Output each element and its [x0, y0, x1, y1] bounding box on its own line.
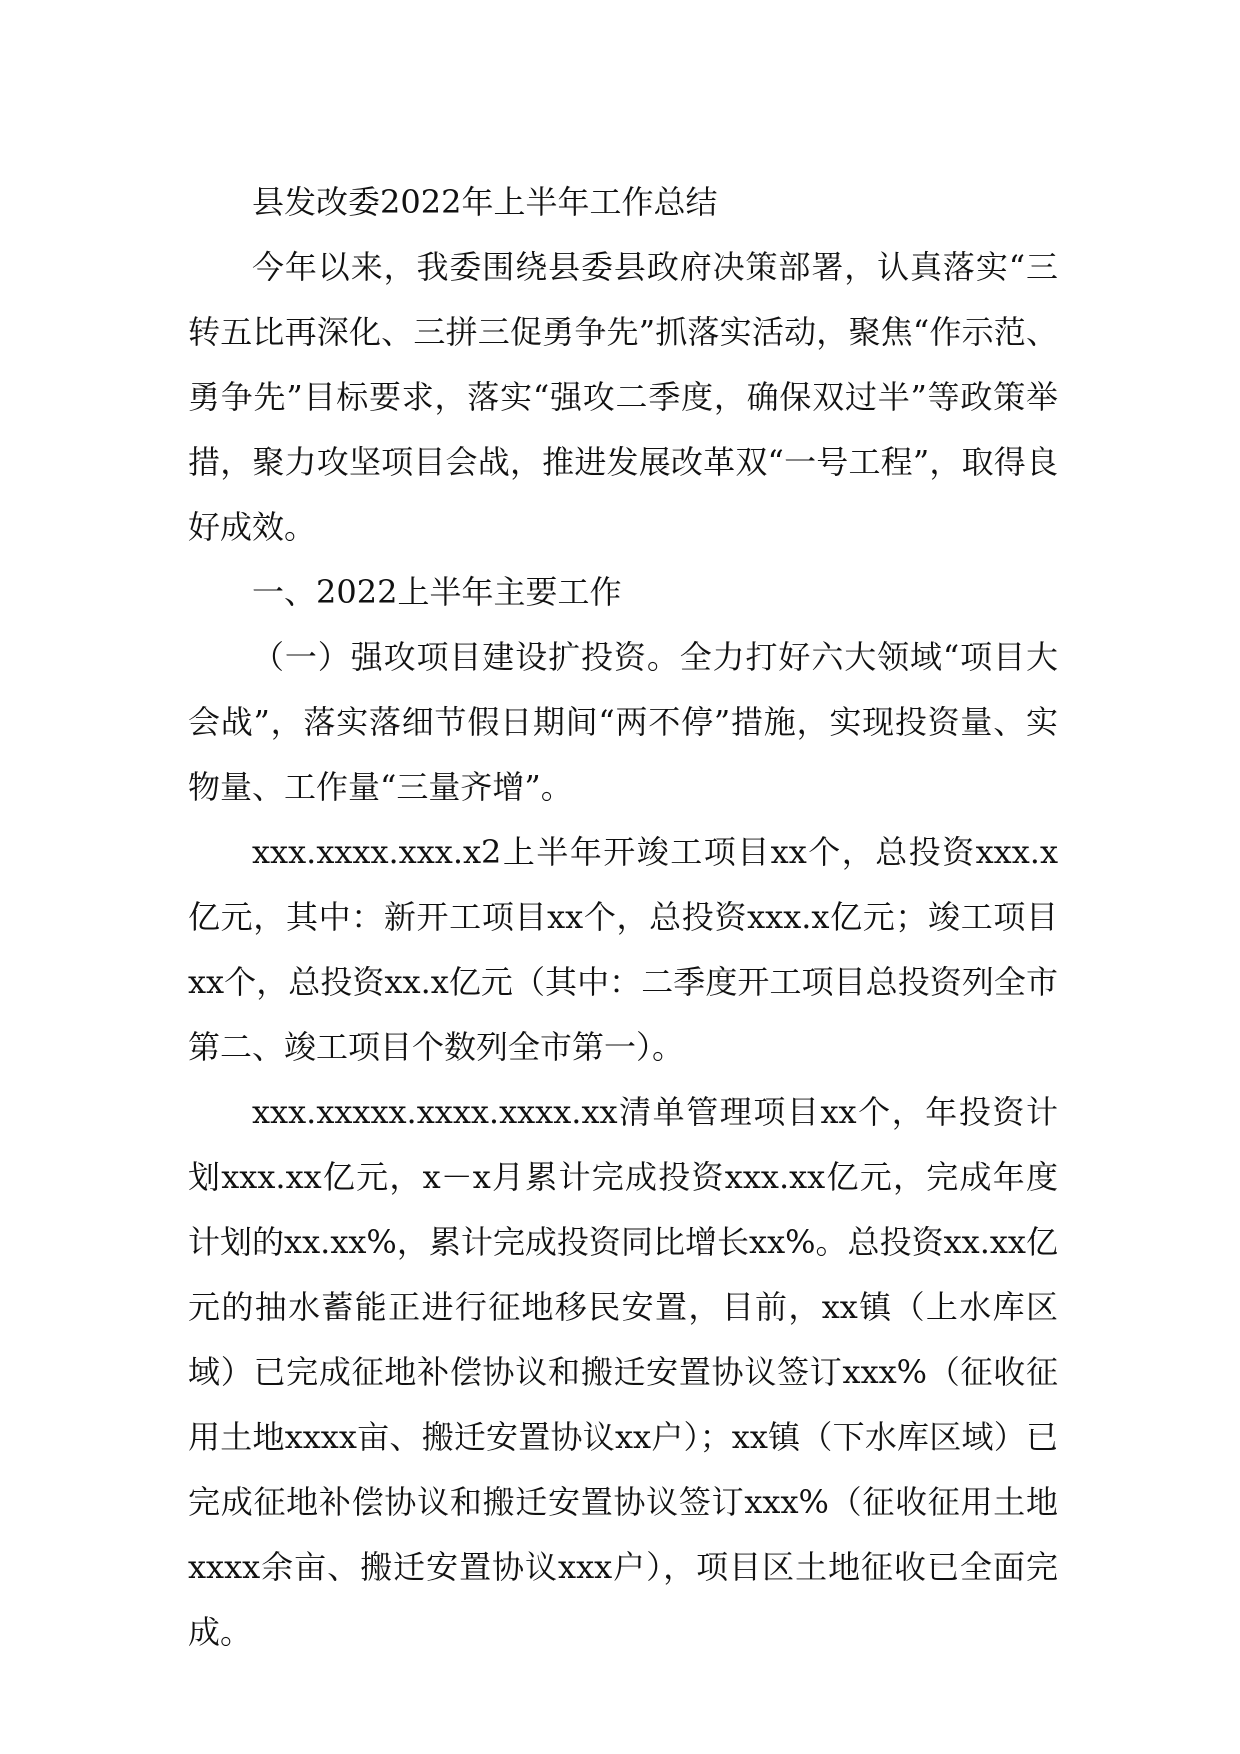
document-body [188, 170, 1058, 1665]
section-heading: 一、2022上半年主要工作 [252, 573, 622, 611]
paragraph-investment: xxx.xxxxx.xxxx.xxxx.xx清单管理项目xx个，年投资计划xxx.xx亿元，x－x月累计完成投资xxx.xx亿元，完成年度计划的xx.xx%，累计完成投资同比增长xx%。总投资xx.xx亿元的抽水蓄能正进行征地移民安置，目前，xx镇（上水库区域）已完成征地补偿协议和搬迁安置协议签订xxx%（征收征用土地xxxx亩、搬迁安置协议xx户）；xx镇（下水库区域）已完成征地补偿协议和搬迁安置协议签订xxx%（征收征用土地xxxx余亩、搬迁安置协议xxx户），项目区土地征收已全面完成。 [188, 1093, 1058, 1651]
paragraph-subsection-1: （一）强攻项目建设扩投资。全力打好六大领域“项目大会战”，落实落细节假日期间“两不停”措施，实现投资量、实物量、工作量“三量齐增”。 [188, 638, 1058, 806]
paragraph-intro: 今年以来，我委围绕县委县政府决策部署，认真落实“三转五比再深化、三拼三促勇争先”抓落实活动，聚焦“作示范、勇争先”目标要求，落实“强攻二季度，确保双过半”等政策举措，聚力攻坚项目会战，推进发展改革双“一号工程”，取得良好成效。 [188, 248, 1058, 546]
document-title: 县发改委2022年上半年工作总结 [252, 183, 718, 221]
paragraph-projects: xxx.xxxx.xxx.x2上半年开竣工项目xx个，总投资xxx.x亿元，其中：新开工项目xx个，总投资xxx.x亿元；竣工项目xx个，总投资xx.x亿元（其中：二季度开工项目总投资列全市第二、竣工项目个数列全市第一）。 [188, 833, 1058, 1066]
